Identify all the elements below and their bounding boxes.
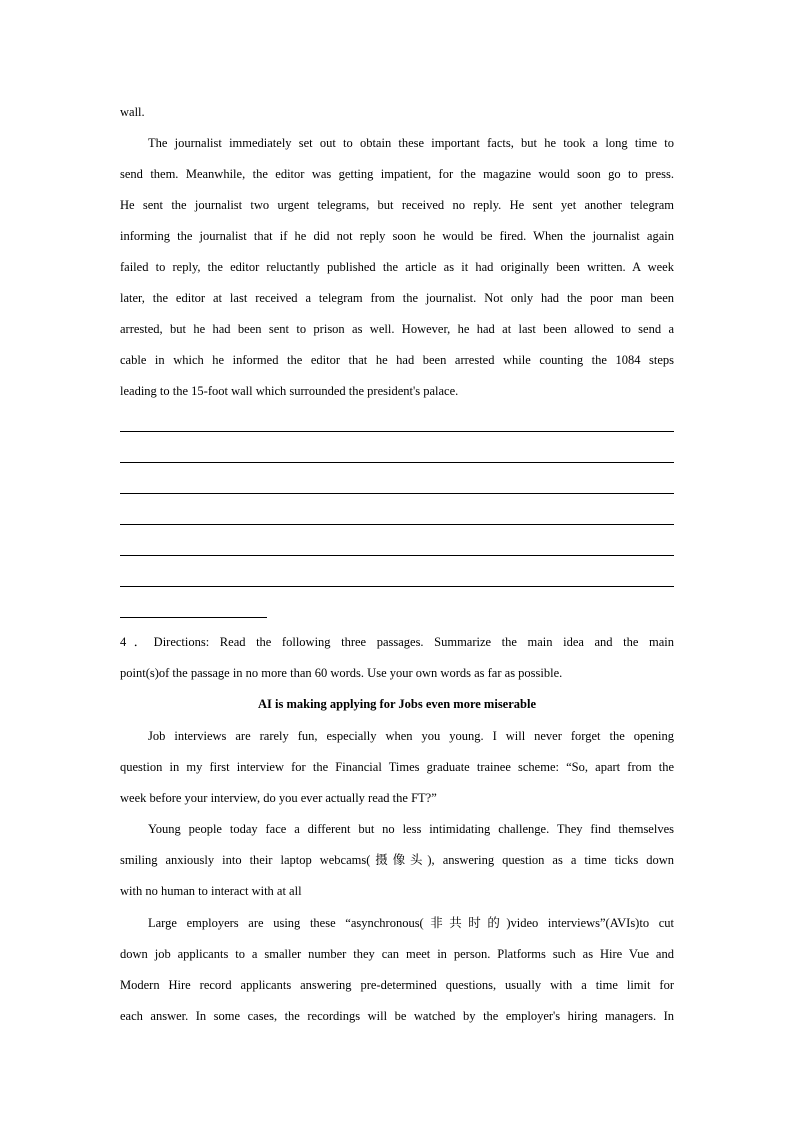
passage-line: Modern Hire record applicants answering pre-determined questions, usually with a time limit for: [120, 978, 674, 992]
passage-line: down job applicants to a smaller number they can meet in person. Platforms such as Hire Vue and: [120, 947, 674, 961]
passage-line: with no human to interact with at all: [120, 884, 302, 898]
passage-line: Young people today face a different but no less intimidating challenge. They find themselves: [148, 822, 674, 836]
passage-line: Large employers are using these “asynchronous(非共时的)video interviews”(AVIs)to cut: [148, 916, 674, 930]
passage-line: send them. Meanwhile, the editor was getting impatient, for the magazine would soon go to press.: [120, 167, 674, 181]
passage-line: leading to the 15-foot wall which surrounded the president's palace.: [120, 384, 459, 398]
answer-line[interactable]: [120, 431, 674, 432]
passage-line: Job interviews are rarely fun, especially when you young. I will never forget the opening: [148, 729, 674, 743]
passage-line: smiling anxiously into their laptop webcams(摄像头), answering question as a time ticks down: [120, 853, 674, 867]
question-directions: 4．Directions: Read the following three passages. Summarize the main idea and the main: [120, 635, 674, 649]
answer-line[interactable]: [120, 586, 674, 587]
passage-title: AI is making applying for Jobs even more miserable: [257, 697, 537, 711]
answer-line[interactable]: [120, 524, 674, 525]
passage-line: wall.: [120, 105, 145, 119]
passage-line: failed to reply, the editor reluctantly published the article as it had originally been written. A week: [120, 260, 674, 274]
answer-line[interactable]: [120, 493, 674, 494]
passage-line: arrested, but he had been sent to prison as well. However, he had at last been allowed to send a: [120, 322, 674, 336]
passage-line: He sent the journalist two urgent telegrams, but received no reply. He sent yet another telegram: [120, 198, 674, 212]
answer-line[interactable]: [120, 555, 674, 556]
passage-line: The journalist immediately set out to obtain these important facts, but he took a long time to: [148, 136, 674, 150]
passage-line: question in my first interview for the Financial Times graduate trainee scheme: “So, apart from the: [120, 760, 674, 774]
passage-line: cable in which he informed the editor that he had been arrested while counting the 1084 steps: [120, 353, 674, 367]
answer-line-short[interactable]: [120, 617, 267, 618]
passage-line: week before your interview, do you ever actually read the FT?”: [120, 791, 437, 805]
passage-line: each answer. In some cases, the recordings will be watched by the employer's hiring managers. In: [120, 1009, 674, 1023]
passage-line: later, the editor at last received a telegram from the journalist. Not only had the poor man been: [120, 291, 674, 305]
passage-line: informing the journalist that if he did not reply soon he would be fired. When the journalist again: [120, 229, 674, 243]
question-directions: point(s)of the passage in no more than 60 words. Use your own words as far as possible.: [120, 666, 563, 680]
answer-line[interactable]: [120, 462, 674, 463]
